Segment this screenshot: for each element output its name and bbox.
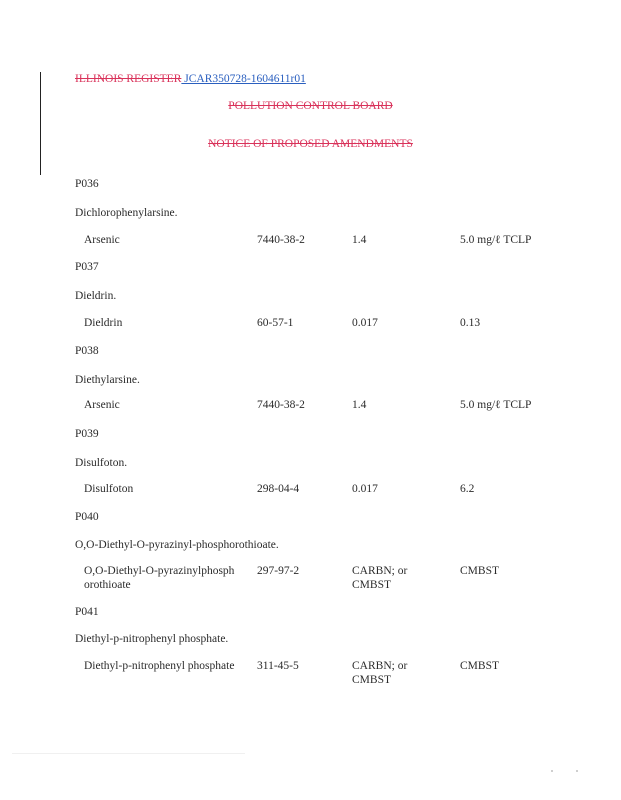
cas-number: 7440-38-2: [257, 234, 305, 246]
waste-code: P040: [75, 511, 99, 523]
nonwastewater-standard: 5.0 mg/ℓ TCLP: [460, 399, 532, 411]
nonwastewater-standard: 5.0 mg/ℓ TCLP: [460, 234, 532, 246]
nonwastewater-standard: 6.2: [460, 483, 475, 495]
nonwastewater-standard: 0.13: [460, 317, 481, 329]
constituent-row: [75, 482, 595, 512]
cas-number: 311-45-5: [257, 660, 299, 672]
waste-code: P036: [75, 178, 99, 190]
waste-code: P038: [75, 345, 99, 357]
constituent-name: Arsenic: [84, 234, 120, 246]
constituent-row: [75, 564, 595, 594]
notice-header: [0, 137, 621, 151]
waste-name: Diethylarsine.: [75, 374, 140, 386]
waste-entry: [75, 427, 595, 517]
waste-entry: [75, 177, 595, 267]
constituent-name: O,O-Diethyl-O-pyrazinylphosph orothioate: [84, 565, 235, 591]
waste-entry: [75, 260, 595, 350]
scan-speck: [551, 770, 553, 772]
constituent-row: [75, 316, 595, 346]
revision-change-bar: [40, 72, 41, 175]
waste-name: Dieldrin.: [75, 290, 117, 302]
register-struck-text: ILLINOIS REGISTER: [75, 73, 182, 85]
waste-code: P041: [75, 606, 99, 618]
footer-rule: [12, 753, 245, 754]
waste-name: Dichlorophenylarsine.: [75, 207, 178, 219]
nonwastewater-standard: CMBST: [460, 565, 499, 577]
waste-code: P039: [75, 428, 99, 440]
waste-entry: [75, 510, 595, 610]
cas-number: 298-04-4: [257, 483, 300, 495]
notice-struck-text: NOTICE OF PROPOSED AMENDMENTS: [208, 138, 413, 150]
waste-code: P037: [75, 261, 99, 273]
wastewater-standard: CARBN; or CMBST: [352, 565, 408, 591]
constituent-name: Diethyl-p-nitrophenyl phosphate: [84, 660, 235, 672]
board-header: [0, 99, 621, 113]
register-header: [75, 72, 306, 86]
register-inserted-text: JCAR350728-1604611r01: [181, 73, 306, 85]
cas-number: 7440-38-2: [257, 399, 305, 411]
waste-entry: [75, 344, 595, 434]
waste-name: O,O-Diethyl-O-pyrazinyl-phosphorothioate.: [75, 539, 279, 551]
board-struck-text: POLLUTION CONTROL BOARD: [228, 100, 393, 112]
wastewater-standard: 0.017: [352, 317, 378, 329]
nonwastewater-standard: CMBST: [460, 660, 499, 672]
constituent-row: [75, 659, 595, 689]
cas-number: 297-97-2: [257, 565, 300, 577]
wastewater-standard: CARBN; or CMBST: [352, 660, 408, 686]
waste-entry: [75, 605, 595, 705]
constituent-name: Arsenic: [84, 399, 120, 411]
wastewater-standard: 1.4: [352, 234, 367, 246]
wastewater-standard: 0.017: [352, 483, 378, 495]
constituent-name: Disulfoton: [84, 483, 134, 495]
waste-name: Diethyl-p-nitrophenyl phosphate.: [75, 633, 229, 645]
constituent-name: Dieldrin: [84, 317, 123, 329]
constituent-row: [75, 233, 595, 263]
waste-name: Disulfoton.: [75, 457, 128, 469]
cas-number: 60-57-1: [257, 317, 294, 329]
constituent-row: [75, 398, 595, 428]
wastewater-standard: 1.4: [352, 399, 367, 411]
scan-speck: [576, 770, 578, 772]
